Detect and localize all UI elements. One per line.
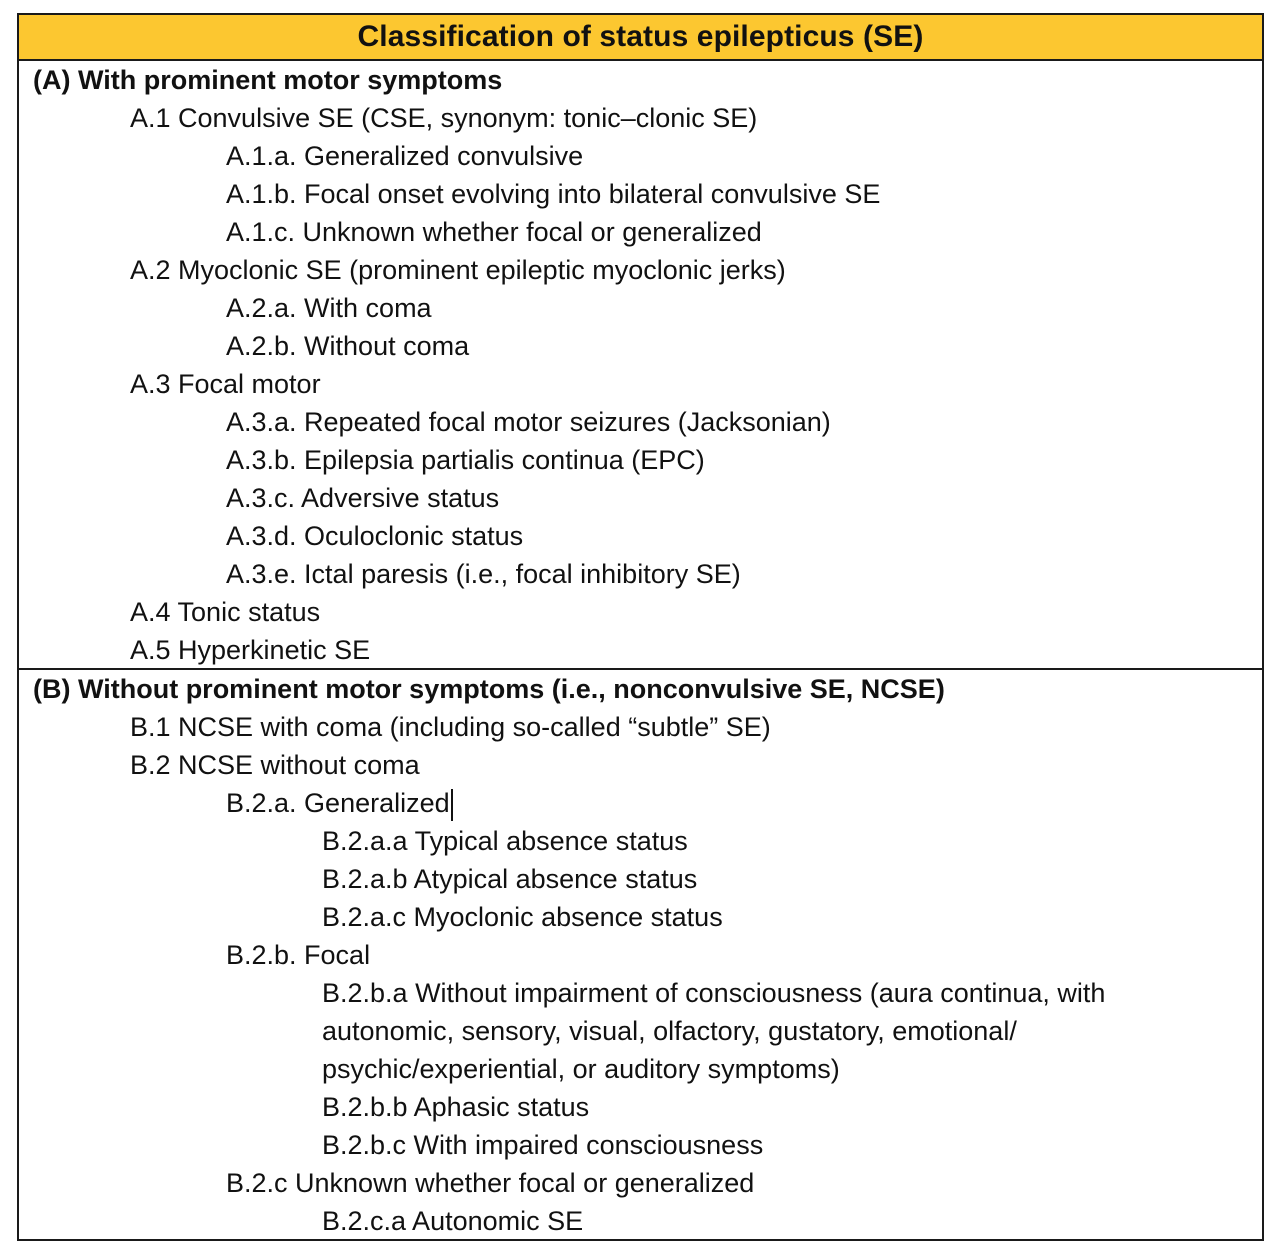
item-a3a: A.3.a. Repeated focal motor seizures (Jacksonian) — [226, 407, 831, 437]
classification-table — [17, 13, 1264, 1241]
item-a4: A.4 Tonic status — [130, 597, 321, 627]
item-a3c: A.3.c. Adversive status — [226, 483, 500, 513]
item-b2ab: B.2.a.b Atypical absence status — [322, 864, 698, 894]
item-b2c: B.2.c Unknown whether focal or generalized — [226, 1168, 755, 1198]
item-a2b: A.2.b. Without coma — [226, 331, 470, 361]
section-b — [19, 670, 1262, 1239]
item-b2ac: B.2.a.c Myoclonic absence status — [322, 902, 723, 932]
section-b-heading: (B) Without prominent motor symptoms (i.e., nonconvulsive SE, NCSE) — [33, 674, 945, 704]
item-b2bc: B.2.b.c With impaired consciousness — [322, 1130, 764, 1160]
item-a2a: A.2.a. With coma — [226, 293, 432, 323]
item-b2a-row[interactable] — [226, 784, 453, 822]
item-a2: A.2 Myoclonic SE (prominent epileptic myoclonic jerks) — [130, 255, 786, 285]
text-cursor — [451, 789, 453, 821]
item-a3d: A.3.d. Oculoclonic status — [226, 521, 524, 551]
item-b2bb: B.2.b.b Aphasic status — [322, 1092, 590, 1122]
item-a1a: A.1.a. Generalized convulsive — [226, 141, 584, 171]
section-a — [19, 61, 1262, 670]
item-b2ca: B.2.c.a Autonomic SE — [322, 1206, 584, 1236]
table-title: Classification of status epilepticus (SE) — [19, 15, 1262, 61]
item-b2aa: B.2.a.a Typical absence status — [322, 826, 688, 856]
item-a3: A.3 Focal motor — [130, 369, 321, 399]
item-b2ba-line1: B.2.b.a Without impairment of consciousness (aura continua, with — [322, 978, 1106, 1008]
item-a5: A.5 Hyperkinetic SE — [130, 635, 371, 665]
item-a1b: A.1.b. Focal onset evolving into bilateral convulsive SE — [226, 179, 881, 209]
item-a3e: A.3.e. Ictal paresis (i.e., focal inhibitory SE) — [226, 559, 741, 589]
item-a3b: A.3.b. Epilepsia partialis continua (EPC) — [226, 445, 705, 475]
item-b2a: B.2.a. Generalized — [226, 788, 450, 818]
section-a-heading: (A) With prominent motor symptoms — [33, 65, 503, 95]
item-b2: B.2 NCSE without coma — [130, 750, 420, 780]
item-b2ba-line2: autonomic, sensory, visual, olfactory, gustatory, emotional/ — [322, 1016, 1017, 1046]
item-b1: B.1 NCSE with coma (including so-called “subtle” SE) — [130, 712, 771, 742]
item-b2b: B.2.b. Focal — [226, 940, 371, 970]
item-b2ba-line3: psychic/experiential, or auditory symptoms) — [322, 1054, 840, 1084]
item-a1: A.1 Convulsive SE (CSE, synonym: tonic–clonic SE) — [130, 103, 758, 133]
item-a1c: A.1.c. Unknown whether focal or generalized — [226, 217, 762, 247]
